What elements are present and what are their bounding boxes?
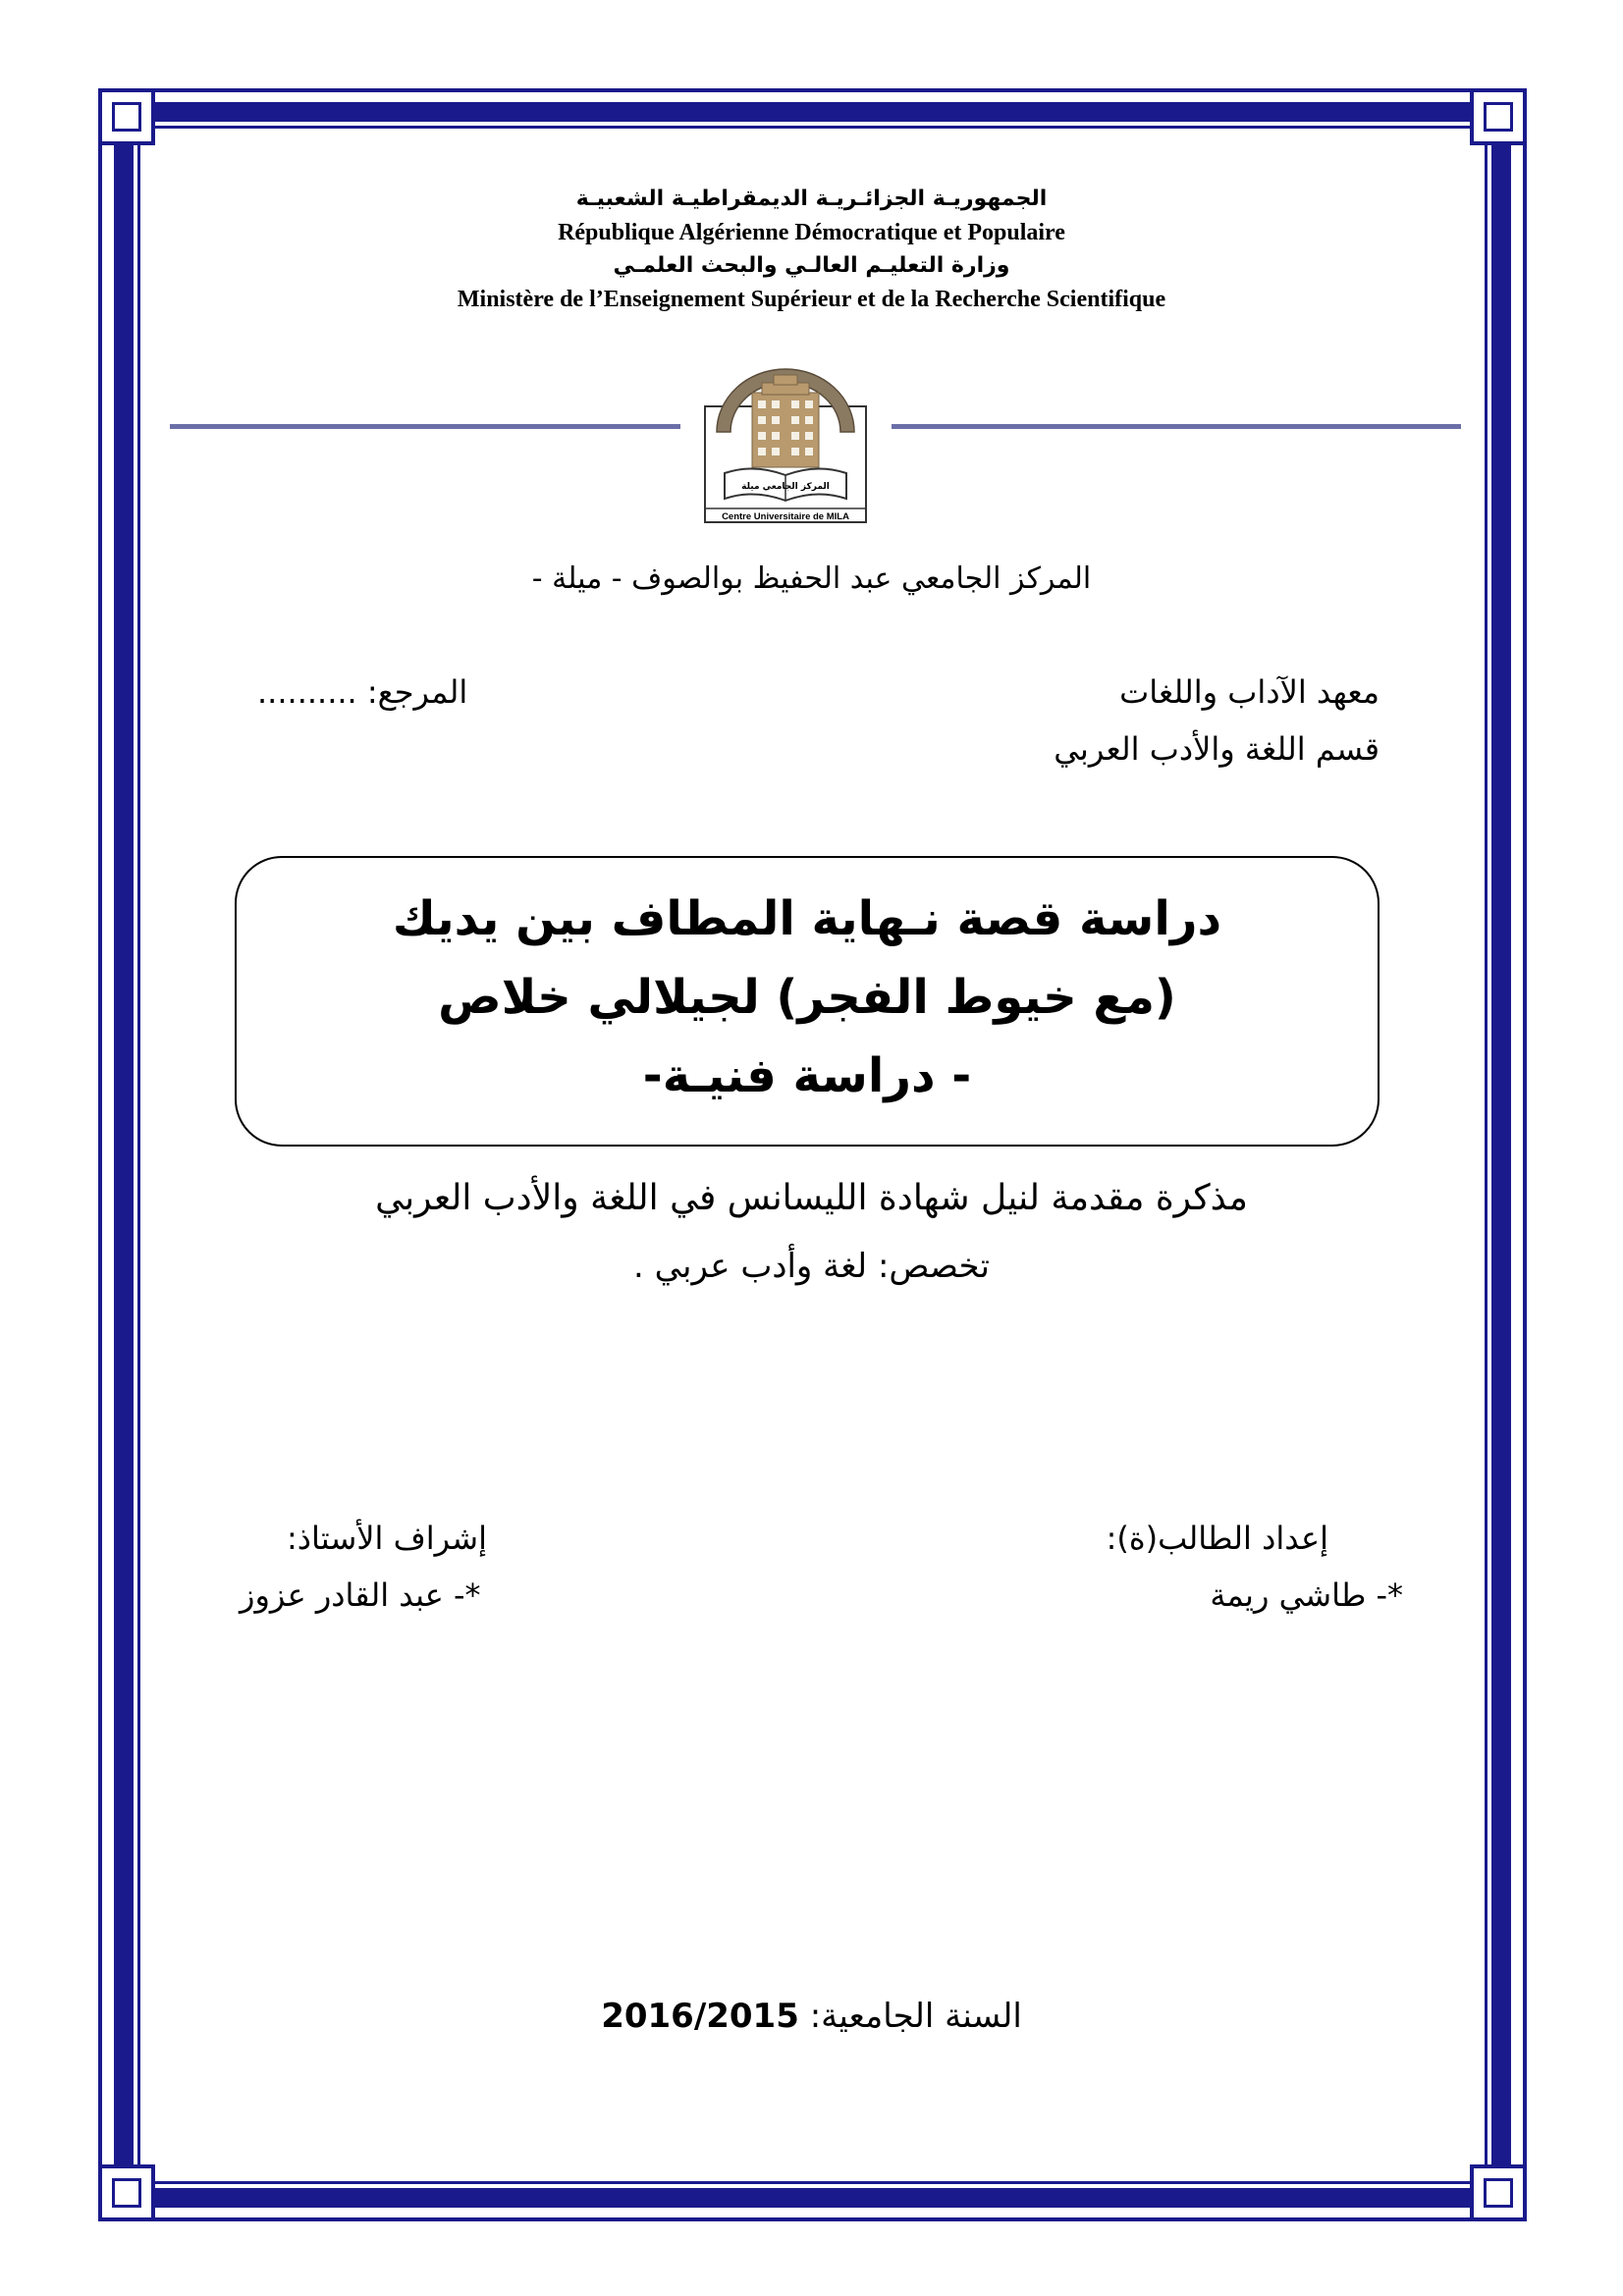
frame-corner-bottom-left [98,2164,155,2221]
thesis-title-line-2: (مع خيوط الفجر) لجيلالي خلاص [438,970,1176,1025]
ministry-name-arabic: وزارة التعليـم العالـي والبحث العلمـي [613,253,1010,278]
header-separator-right [892,424,1461,429]
frame-corner-bottom-right [1470,2164,1527,2221]
supervisor-label: إشراف الأستاذ: [287,1520,487,1557]
institution-name: المركز الجامعي عبد الحفيظ بوالصوف - ميلة - [531,561,1092,596]
supervisor-name: *- عبد القادر عزوز [240,1576,481,1614]
academic-year-label: السنة الجامعية: [809,1997,1022,2036]
thesis-title-line-3: - دراسة فنيـة- [642,1048,972,1103]
academic-year [0,1997,1623,2036]
logo-caption: Centre Universitaire de MILA [722,511,849,522]
department-name: قسم اللغة والأدب العربي [1054,730,1380,768]
thesis-purpose: مذكرة مقدمة لنيل شهادة الليسانس في اللغة والأدب العربي [375,1178,1248,1218]
thesis-title-line-1: دراسة قصة نـهاية المطاف بين يديك [392,891,1222,946]
republic-name-french: République Algérienne Démocratique et Populaire [558,220,1065,245]
header-separator-left [170,424,680,429]
frame-corner-top-left [98,88,155,145]
student-label: إعداد الطالب(ة): [1106,1520,1328,1557]
ministry-name-french: Ministère de l’Enseignement Supérieur et de la Recherche Scientifique [457,287,1166,312]
specialty: تخصص: لغة وأدب عربي . [633,1247,990,1286]
republic-name-arabic: الجمهوريـة الجزائـريـة الديمقراطيـة الشعبيـة [575,187,1048,211]
frame-corner-top-right [1470,88,1527,145]
university-logo [703,338,868,524]
reference-number: المرجع: .......... [257,673,468,711]
faculty-name: معهد الآداب واللغات [1119,673,1380,711]
student-name: *- طاشي ريمة [1210,1576,1403,1614]
thesis-title-box [235,856,1380,1147]
document-header [0,183,1623,316]
academic-year-value: 2016/2015 [601,1997,799,2036]
logo-book-label: المركز الجامعي ميلة [741,482,830,492]
